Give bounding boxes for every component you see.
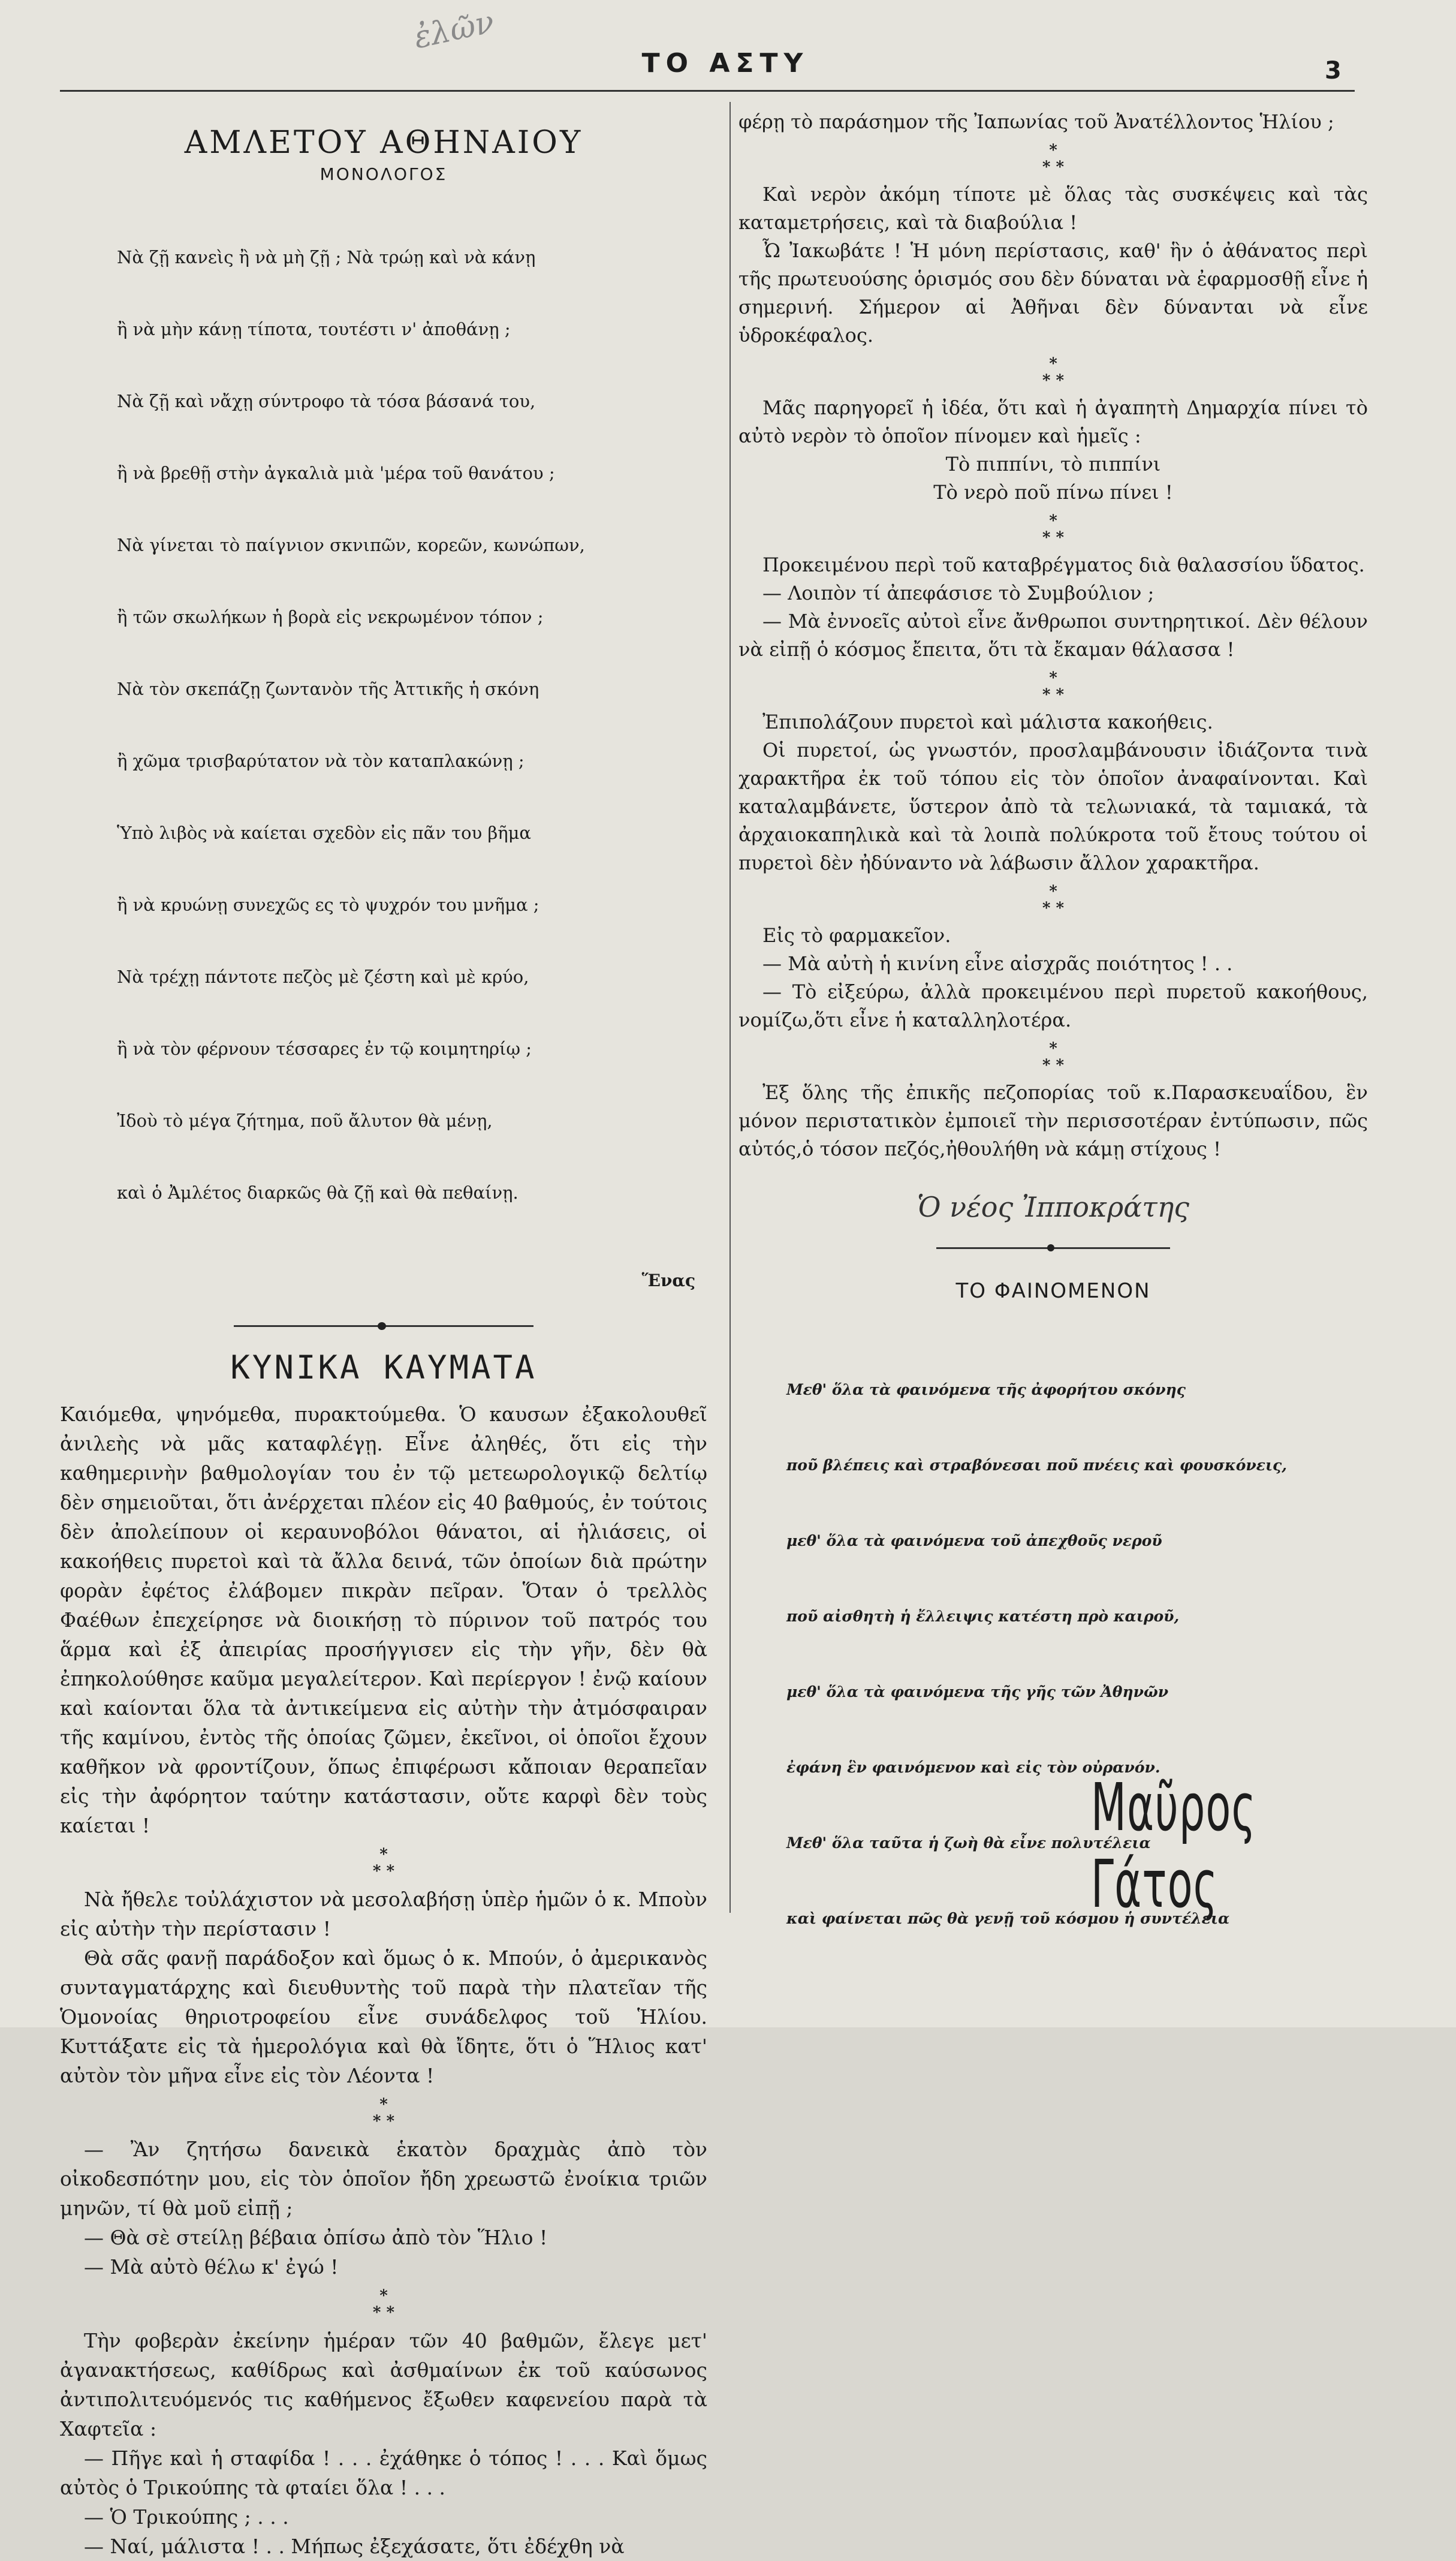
section-stars: * * * bbox=[1042, 355, 1065, 390]
section-stars: * * * bbox=[372, 2096, 395, 2130]
paragraph: — Μὰ αὐτὴ ἡ κινίνη εἶνε αἰσχρᾶς ποιότητος ! . . bbox=[762, 952, 1233, 975]
poem-signature: Ἕνας bbox=[641, 1271, 695, 1290]
section-divider bbox=[936, 1247, 1170, 1249]
paragraph: Καιόμεθα, ψηνόμεθα, πυρακτούμεθα. Ὁ καυσων ἐξακολουθεῖ ἀνιλεὴς νὰ μᾶς καταφλέγῃ. Εἶνε ἀληθές, ὅτι εἰς τὴν καθημερινὴν βαθμολογίαν του ἐν τῷ μετεωρολογικῷ δελτίῳ δὲν σημειοῦται, ὅτι ἀνέρχεται πλέον εἰς 40 βαθμούς, ἐν τούτοις δὲν ἀπολείπουν οἱ κεραυνοβόλοι θάνατοι, αἱ ἡλιάσεις, οἱ κακοήθεις πυρετοὶ καὶ τὰ ἄλλα δεινά, τῶν ὁποίων διὰ πρώτην φορὰν ἐφέτος ἐλάβομεν πικρὰν πεῖραν. Ὅταν ὁ τρελλὸς Φαέθων ἐπεχείρησε νὰ διοικήσῃ τὸ πύρινον τοῦ πατρός του ἅρμα καὶ ἐξ ἀπειρίας προσήγγισεν εἰς τὴν γῆν, δὲν θὰ ἐπηκολούθησε καῦμα μεγαλείτερον. Καὶ περίεργον ! ἐνῷ καίουν καὶ καίονται ὅλα τὰ ἀντικείμενα εἰς αὐτὴν τὴν ἀτμόσφαιραν τῆς καμίνου, ἐντὸς τῆς ὁποίας ζῶμεν, ἐκεῖνοι, οἱ ὁποῖοι ἔχουν καθῆκον νὰ φροντίζουν, ὅπως ἐπιφέρωσι κἄποιαν θεραπεῖαν εἰς τὴν ἀφόρητον ταύτην κατάστασιν, οὔτε καρφὶ δὲν τοὺς καίεται ! bbox=[60, 1403, 707, 1837]
paragraph: Νὰ ἤθελε τοὐλάχιστον νὰ μεσολαβήσῃ ὑπὲρ ἡμῶν ὁ κ. Μποὺν εἰς αὐτὴν τὴν περίστασιν ! bbox=[60, 1888, 707, 1940]
verse-line: ποῦ αἰσθητὴ ἡ ἔλλειψις κατέστη πρὸ καιροῦ, bbox=[786, 1608, 1180, 1625]
verse-line: μεθ' ὅλα τὰ φαινόμενα τῆς γῆς τῶν Ἀθηνῶν bbox=[786, 1683, 1169, 1701]
paragraph: Ἐξ ὅλης τῆς ἐπικῆς πεζοπορίας τοῦ κ.Παρασκευαΐδου, ἓν μόνον περιστατικὸν ἐμποιεῖ τὴν περισσοτέραν ἐντύπωσιν, πῶς αὐτός,ὁ τόσον πεζός,ἠθουλήθη νὰ κάμῃ στίχους ! bbox=[738, 1081, 1368, 1160]
poem-line: Νὰ τρέχῃ πάντοτε πεζὸς μὲ ζέστη καὶ μὲ κρύο, bbox=[117, 967, 529, 987]
paragraph: — Μὰ ἐννοεῖς αὐτοὶ εἶνε ἄνθρωποι συντηρητικοί. Δὲν θέλουν νὰ εἰπῇ ὁ κόσμος ἔπειτα, ὅτι τὰ ἔκαμαν θάλασσα ! bbox=[738, 610, 1368, 661]
article-body-left bbox=[60, 1400, 707, 2561]
page-number: 3 bbox=[1325, 57, 1342, 85]
paragraph: — Θὰ σὲ στείλῃ βέβαια ὀπίσω ἀπὸ τὸν Ἥλιο ! bbox=[84, 2226, 548, 2249]
poem-line: Νὰ τὸν σκεπάζῃ ζωντανὸν τῆς Ἀττικῆς ἡ σκόνη bbox=[117, 679, 539, 699]
poem-line: Νὰ ζῇ καὶ νἄχῃ σύντροφο τὰ τόσα βάσανά του, bbox=[117, 391, 536, 411]
right-column bbox=[738, 108, 1368, 1982]
paragraph: Μᾶς παρηγορεῖ ἡ ἰδέα, ὅτι καὶ ἡ ἀγαπητὴ Δημαρχία πίνει τὸ αὐτὸ νερὸν τὸ ὁποῖον πίνομεν καὶ ἡμεῖς : bbox=[738, 396, 1368, 447]
poem-line: Νὰ γίνεται τὸ παίγνιον σκνιπῶν, κορεῶν, κωνώπων, bbox=[117, 535, 585, 555]
paragraph: — Ὁ Τρικούπης ; . . . bbox=[84, 2505, 289, 2529]
poem-line: ἢ τῶν σκωλήκων ἡ βορὰ εἰς νεκρωμένον τόπον ; bbox=[117, 607, 544, 627]
article-body-right bbox=[738, 108, 1368, 1163]
poem-line: ἢ νὰ βρεθῇ στὴν ἀγκαλιὰ μιὰ 'μέρα τοῦ θανάτου ; bbox=[117, 463, 555, 483]
paragraph: φέρῃ τὸ παράσημον τῆς Ἰαπωνίας τοῦ Ἀνατέλλοντος Ἡλίου ; bbox=[738, 110, 1334, 133]
section-divider bbox=[234, 1325, 533, 1327]
handwritten-annotation: ἐλῶν bbox=[411, 4, 498, 56]
poem-line: καὶ ὁ Ἀμλέτος διαρκῶς θὰ ζῇ καὶ θὰ πεθαίνῃ. bbox=[117, 1182, 519, 1203]
paragraph: — Λοιπὸν τί ἀπεφάσισε τὸ Συμβούλιον ; bbox=[762, 582, 1154, 604]
article-title: ΚΥΝΙΚΑ ΚΑΥΜΑΤΑ bbox=[230, 1349, 537, 1386]
verse-line: ἐφάνη ἓν φαινόμενον καὶ εἰς τὸν οὐρανόν. bbox=[786, 1759, 1160, 1776]
paragraph: Οἱ πυρετοί, ὡς γνωστόν, προσλαμβάνουσιν ἰδιάζοντα τινὰ χαρακτῆρα ἐκ τοῦ τόπου εἰς τὸν ὁποῖον ἀναφαίνονται. Καὶ καταλαμβάνετε, ὕστερον ἀπὸ τὰ τελωνιακά, τὰ ταμιακά, τὰ ἀρχαιοκαπηλικὰ καὶ τὰ λοιπὰ πολύκροτα τοῦ ἔτους τούτου οἱ πυρετοὶ δὲν ἠδύναντο νὰ λάβωσιν ἄλλον χαρακτῆρα. bbox=[738, 739, 1368, 874]
poem-body bbox=[60, 197, 707, 1253]
paragraph: — Πῆγε καὶ ἡ σταφίδα ! . . . ἐχάθηκε ὁ τόπος ! . . . Καὶ ὅμως αὐτὸς ὁ Τρικούπης τὰ φταίει ὅλα ! . . . bbox=[60, 2446, 707, 2499]
section-stars: * * * bbox=[1042, 669, 1065, 704]
poem-line: ἢ νὰ κρυώνῃ συνεχῶς ες τὸ ψυχρόν του μνῆμα ; bbox=[117, 895, 539, 915]
poem-line: ἢ νὰ μὴν κάνῃ τίποτα, τουτέστι ν' ἀποθάνῃ ; bbox=[117, 319, 511, 339]
verse-line: καὶ φαίνεται πῶς θὰ γενῇ τοῦ κόσμου ἡ συντέλεια bbox=[786, 1910, 1230, 1927]
verse-signature: Μαῦρος Γάτος bbox=[1091, 1769, 1256, 1922]
paragraph: — Ἂν ζητήσω δανεικὰ ἑκατὸν δραχμὰς ἀπὸ τὸν οἰκοδεσπότην μου, εἰς τὸν ὁποῖον ἤδη χρεωστῶ ἐνοίκια τριῶν μηνῶν, τί θὰ μοῦ εἰπῇ ; bbox=[60, 2138, 707, 2220]
verse-line: Μεθ' ὅλα τὰ φαινόμενα τῆς ἀφορήτου σκόνης bbox=[786, 1381, 1186, 1398]
header-rule bbox=[60, 90, 1355, 92]
rhyme-line: Τὸ πιππίνι, τὸ πιππίνι bbox=[945, 453, 1161, 476]
paragraph: Τὴν φοβερὰν ἐκείνην ἡμέραν τῶν 40 βαθμῶν, ἔλεγε μετ' ἀγανακτήσεως, καθίδρως καὶ ἀσθμαίνων ἐκ τοῦ καύσωνος ἀντιπολιτευόμενός τις καθήμενος ἔξωθεν καφενείου παρὰ τὰ Χαφτεῖα : bbox=[60, 2329, 707, 2440]
poem-title: ΑΜΛΕΤΟΥ ΑΘΗΝΑΙΟΥ bbox=[184, 125, 583, 161]
verse-title: ΤΟ ΦΑΙΝΟΜΕΝΟΝ bbox=[955, 1279, 1151, 1303]
poem-line: Νὰ ζῇ κανεὶς ἢ νὰ μὴ ζῇ ; Νὰ τρώῃ καὶ νὰ κάνῃ bbox=[117, 247, 536, 267]
paragraph: Καὶ νερὸν ἀκόμη τίποτε μὲ ὅλας τὰς συσκέψεις καὶ τὰς καταμετρήσεις, καὶ τὰ διαβούλια ! bbox=[738, 183, 1368, 234]
masthead: ΤΟ ΑΣΤΥ bbox=[641, 48, 809, 79]
left-column bbox=[60, 108, 707, 2561]
section-stars: * * * bbox=[1042, 142, 1065, 176]
column-divider bbox=[729, 102, 731, 1913]
paragraph: Εἰς τὸ φαρμακεῖον. bbox=[762, 924, 951, 947]
verse-line: μεθ' ὅλα τὰ φαινόμενα τοῦ ἀπεχθοῦς νεροῦ bbox=[786, 1532, 1162, 1549]
rhyme-line: Τὸ νερὸ ποῦ πίνω πίνει ! bbox=[933, 481, 1173, 504]
paragraph: Ἐπιπολάζουν πυρετοὶ καὶ μάλιστα κακοήθεις. bbox=[762, 711, 1213, 733]
paragraph: — Τὸ εἰξεύρω, ἀλλὰ προκειμένου περὶ πυρετοῦ κακοήθους, νομίζω,ὅτι εἶνε ἡ καταλληλοτέρα. bbox=[738, 980, 1368, 1031]
section-stars: * * * bbox=[372, 2287, 395, 2322]
poem-line: ἢ νὰ τὸν φέρνουν τέσσαρες ἐν τῷ κοιμητηρίῳ ; bbox=[117, 1039, 532, 1059]
paragraph: — Ναί, μάλιστα ! . . Μήπως ἐξεχάσατε, ὅτι ἐδέχθη νὰ bbox=[84, 2535, 625, 2558]
poem-line: Ἰδοὺ τὸ μέγα ζήτημα, ποῦ ἄλυτον θὰ μένῃ, bbox=[117, 1111, 493, 1131]
paragraph: Θὰ σᾶς φανῇ παράδοξον καὶ ὅμως ὁ κ. Μπούν, ὁ ἀμερικανὸς συνταγματάρχης καὶ διευθυντὴς τοῦ παρὰ τὴν πλατεῖαν τῆς Ὁμονοίας θηριοτροφείου εἶνε συνάδελφος τοῦ Ἡλίου. Κυττάξατε εἰς τὰ ἡμερολόγια καὶ θὰ ἴδητε, ὅτι ὁ Ἥλιος κατ' αὐτὸν τὸν μῆνα εἶνε εἰς τὸν Λέοντα ! bbox=[60, 1946, 707, 2087]
section-stars: * * * bbox=[1042, 512, 1065, 547]
handwritten-signature: Ὁ νέος Ἰπποκράτης bbox=[917, 1191, 1190, 1223]
paragraph: — Μὰ αὐτὸ θέλω κ' ἐγώ ! bbox=[84, 2255, 339, 2279]
poem-line: ἢ χῶμα τρισβαρύτατον νὰ τὸν καταπλακώνῃ ; bbox=[117, 751, 524, 771]
section-stars: * * * bbox=[1042, 883, 1065, 917]
poem-line: Ὑπὸ λιβὸς νὰ καίεται σχεδὸν εἰς πᾶν του βῆμα bbox=[117, 823, 532, 843]
verse-line: Μεθ' ὅλα ταῦτα ἡ ζωὴ θὰ εἶνε πολυτέλεια bbox=[786, 1834, 1151, 1852]
section-stars: * * * bbox=[372, 1846, 395, 1880]
paragraph: Προκειμένου περὶ τοῦ καταβρέγματος διὰ θαλασσίου ὕδατος. bbox=[762, 553, 1365, 576]
verse-line: ποῦ βλέπεις καὶ στραβόνεσαι ποῦ πνέεις καὶ φουσκόνεις, bbox=[786, 1456, 1287, 1474]
section-stars: * * * bbox=[1042, 1040, 1065, 1075]
paragraph: Ὦ Ἰακωβάτε ! Ἡ μόνη περίστασις, καθ' ἣν ὁ ἀθάνατος περὶ τῆς πρωτευούσης ὁρισμός σου δὲν δύναται νὰ ἐφαρμοσθῇ εἶνε ἡ σημερινή. Σήμερον αἱ Ἀθῆναι δὲν δύνανται νὰ εἶνε ὑδροκέφαλος. bbox=[738, 239, 1368, 347]
poem-subtitle: ΜΟΝΟΛΟΓΟΣ bbox=[319, 164, 448, 184]
